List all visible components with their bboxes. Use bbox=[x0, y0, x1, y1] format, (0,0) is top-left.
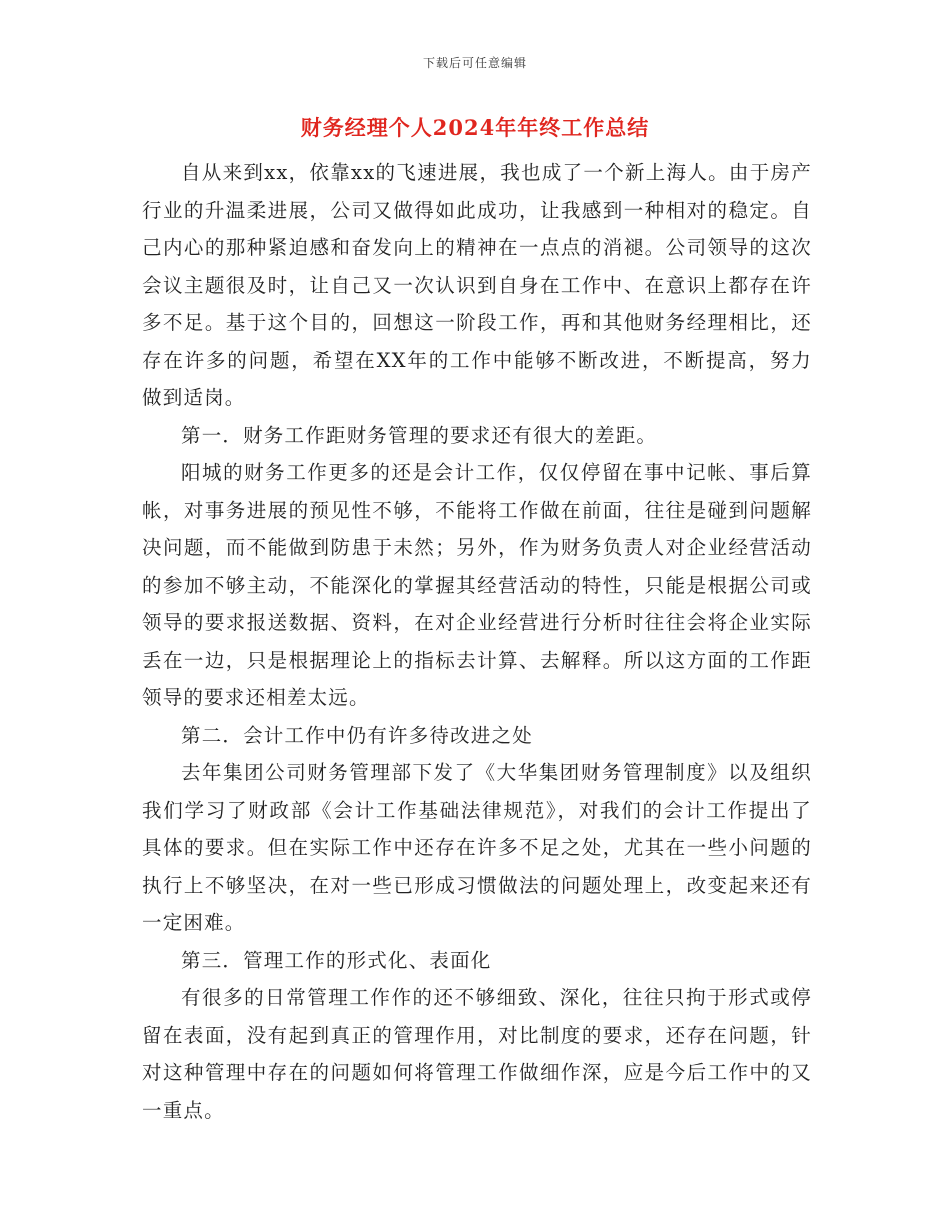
section-heading-3: 第三．管理工作的形式化、表面化 bbox=[181, 948, 492, 972]
document-body bbox=[142, 154, 812, 1129]
paragraph-intro: 自从来到xx，依靠xx的飞速进展，我也成了一个新上海人。由于房产行业的升温柔进展，公司又做得如此成功，让我感到一种相对的稳定。自己内心的那种紧迫感和奋发向上的精神在一点点的消褪。公司领导的这次会议主题很及时，让自己又一次认识到自身在工作中、在意识上都存在许多不足。基于这个目的，回想这一阶段工作，再和其他财务经理相比，还存在许多的问题，希望在XX年的工作中能够不断改进，不断提高，努力做到适岗。 bbox=[142, 161, 812, 409]
paragraph-section-3: 有很多的日常管理工作作的还不够细致、深化，往往只拘于形式或停留在表面，没有起到真正的管理作用，对比制度的要求，还存在问题，针对这种管理中存在的问题如何将管理工作做细作深，应是今后工作中的又一重点。 bbox=[142, 986, 812, 1122]
section-heading-2: 第二．会计工作中仍有许多待改进之处 bbox=[181, 723, 533, 747]
section-heading-1: 第一．财务工作距财务管理的要求还有很大的差距。 bbox=[181, 423, 658, 447]
paragraph-section-1: 阳城的财务工作更多的还是会计工作，仅仅停留在事中记帐、事后算帐，对事务进展的预见性不够，不能将工作做在前面，往往是碰到问题解决问题，而不能做到防患于未然；另外，作为财务负责人对企业经营活动的参加不够主动，不能深化的掌握其经营活动的特性，只能是根据公司或领导的要求报送数据、资料，在对企业经营进行分析时往往会将企业实际丢在一边，只是根据理论上的指标去计算、去解释。所以这方面的工作距领导的要求还相差太远。 bbox=[142, 461, 812, 709]
document-title: 财务经理个人2024年年终工作总结 bbox=[300, 115, 650, 140]
paragraph-section-2: 去年集团公司财务管理部下发了《大华集团财务管理制度》以及组织我们学习了财政部《会计工作基础法律规范》，对我们的会计工作提出了具体的要求。但在实际工作中还存在许多不足之处，尤其在一些小问题的执行上不够坚决，在对一些已形成习惯做法的问题处理上，改变起来还有一定困难。 bbox=[142, 761, 812, 934]
header-note: 下载后可任意编辑 bbox=[422, 56, 527, 70]
